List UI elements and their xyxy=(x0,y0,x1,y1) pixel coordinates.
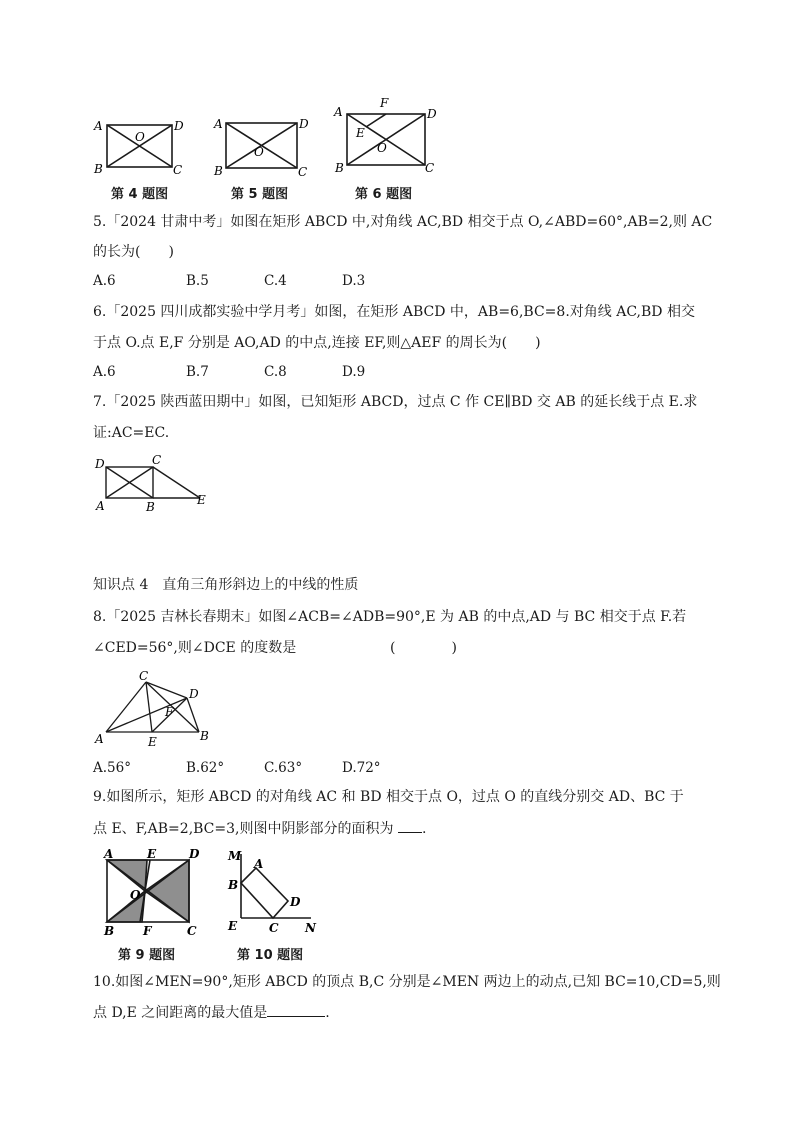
svg-text:B: B xyxy=(214,164,223,176)
option-c: C.63° xyxy=(264,760,303,776)
figure-10-caption: 第 10 题图 xyxy=(237,948,304,963)
svg-text:A: A xyxy=(334,105,343,119)
option-d: D.3 xyxy=(342,273,366,289)
figure-5 xyxy=(210,110,315,176)
question-10-line-1: 10.如图∠MEN=90°,矩形 ABCD 的顶点 B,C 分别是∠MEN 两边上的动点,已知 BC=10,CD=5,则 xyxy=(93,974,721,990)
svg-text:B: B xyxy=(200,729,209,743)
svg-text:E: E xyxy=(197,493,206,507)
svg-text:D: D xyxy=(95,457,105,471)
svg-text:O: O xyxy=(254,145,264,159)
svg-text:B: B xyxy=(228,878,239,892)
svg-text:F: F xyxy=(380,96,389,110)
option-b: B.62° xyxy=(186,760,225,776)
svg-text:N: N xyxy=(305,921,316,935)
svg-text:C: C xyxy=(425,161,435,175)
svg-text:A: A xyxy=(95,732,104,746)
svg-text:E: E xyxy=(147,847,157,861)
svg-text:O: O xyxy=(130,888,141,902)
figure-6-caption: 第 6 题图 xyxy=(355,187,413,202)
svg-text:A: A xyxy=(94,119,103,133)
svg-text:A: A xyxy=(254,857,264,871)
option-d: D.9 xyxy=(342,364,366,380)
svg-text:M: M xyxy=(228,849,242,863)
figure-10 xyxy=(225,846,320,938)
figure-7 xyxy=(92,452,222,514)
option-a: A.56° xyxy=(93,760,131,776)
svg-text:E: E xyxy=(356,126,365,140)
figure-9-caption: 第 9 题图 xyxy=(118,948,176,963)
svg-text:D: D xyxy=(427,107,437,121)
svg-text:C: C xyxy=(298,165,308,176)
svg-text:D: D xyxy=(189,847,200,861)
svg-text:O: O xyxy=(377,141,387,155)
question-10-line-2: 点 D,E 之间距离的最大值是 . xyxy=(93,1002,330,1023)
svg-text:A: A xyxy=(104,847,114,861)
svg-text:C: C xyxy=(173,163,183,177)
figure-9 xyxy=(92,846,207,938)
question-5-line-2: 的长为( ) xyxy=(93,244,174,260)
option-b: B.7 xyxy=(186,364,209,380)
svg-text:C: C xyxy=(269,921,279,935)
question-7-line-1: 7.「2025 陕西蓝田期中」如图，已知矩形 ABCD，过点 C 作 CE∥BD 交 AB 的延长线于点 E.求 xyxy=(93,394,698,410)
question-9-line-1: 9.如图所示，矩形 ABCD 的对角线 AC 和 BD 相交于点 O，过点 O 的直线分别交 AD、BC 于 xyxy=(93,789,684,805)
option-c: C.8 xyxy=(264,364,287,380)
svg-text:D: D xyxy=(299,117,309,131)
question-8-line-1: 8.「2025 吉林长春期末」如图∠ACB=∠ADB=90°,E 为 AB 的中点,AD 与 BC 相交于点 F.若 xyxy=(93,609,687,625)
svg-text:B: B xyxy=(146,500,155,514)
answer-bracket: ( ) xyxy=(390,640,457,656)
section-heading: 知识点 4 直角三角形斜边上的中线的性质 xyxy=(93,577,359,593)
answer-blank[interactable] xyxy=(398,818,422,833)
question-8-line-2: ∠CED=56°,则∠DCE 的度数是 xyxy=(93,640,297,656)
svg-text:B: B xyxy=(335,161,344,175)
svg-text:C: C xyxy=(187,924,197,938)
answer-blank[interactable] xyxy=(267,1002,325,1017)
svg-text:C: C xyxy=(139,669,149,683)
svg-text:E: E xyxy=(228,919,238,933)
svg-text:D: D xyxy=(290,895,301,909)
svg-text:A: A xyxy=(96,499,105,513)
figure-4 xyxy=(90,112,200,178)
svg-text:F: F xyxy=(143,924,152,938)
question-5-line-1: 5.「2024 甘肃中考」如图在矩形 ABCD 中,对角线 AC,BD 相交于点 O,∠ABD=60°,AB=2,则 AC xyxy=(93,214,713,230)
figure-4-caption: 第 4 题图 xyxy=(111,187,169,202)
option-a: A.6 xyxy=(93,273,116,289)
figure-6 xyxy=(330,96,440,176)
question-9-line-2: 点 E、F,AB=2,BC=3,则图中阴影部分的面积为 . xyxy=(93,818,426,839)
option-c: C.4 xyxy=(264,273,287,289)
svg-text:C: C xyxy=(152,453,162,467)
svg-text:D: D xyxy=(189,687,199,701)
option-a: A.6 xyxy=(93,364,116,380)
question-6-line-1: 6.「2025 四川成都实验中学月考」如图，在矩形 ABCD 中，AB=6,BC=8.对角线 AC,BD 相交 xyxy=(93,304,695,320)
option-b: B.5 xyxy=(186,273,209,289)
svg-text:B: B xyxy=(104,924,115,938)
svg-text:E: E xyxy=(148,735,157,749)
figure-5-caption: 第 5 题图 xyxy=(231,187,289,202)
svg-text:O: O xyxy=(135,130,145,144)
figure-8 xyxy=(92,668,217,750)
svg-text:B: B xyxy=(94,162,103,176)
svg-text:D: D xyxy=(174,119,184,133)
svg-text:F: F xyxy=(165,705,174,719)
question-7-line-2: 证:AC=EC. xyxy=(93,425,170,441)
svg-text:A: A xyxy=(214,117,223,131)
question-6-line-2: 于点 O.点 E,F 分别是 AO,AD 的中点,连接 EF,则△AEF 的周长为( ) xyxy=(93,335,541,351)
option-d: D.72° xyxy=(342,760,381,776)
